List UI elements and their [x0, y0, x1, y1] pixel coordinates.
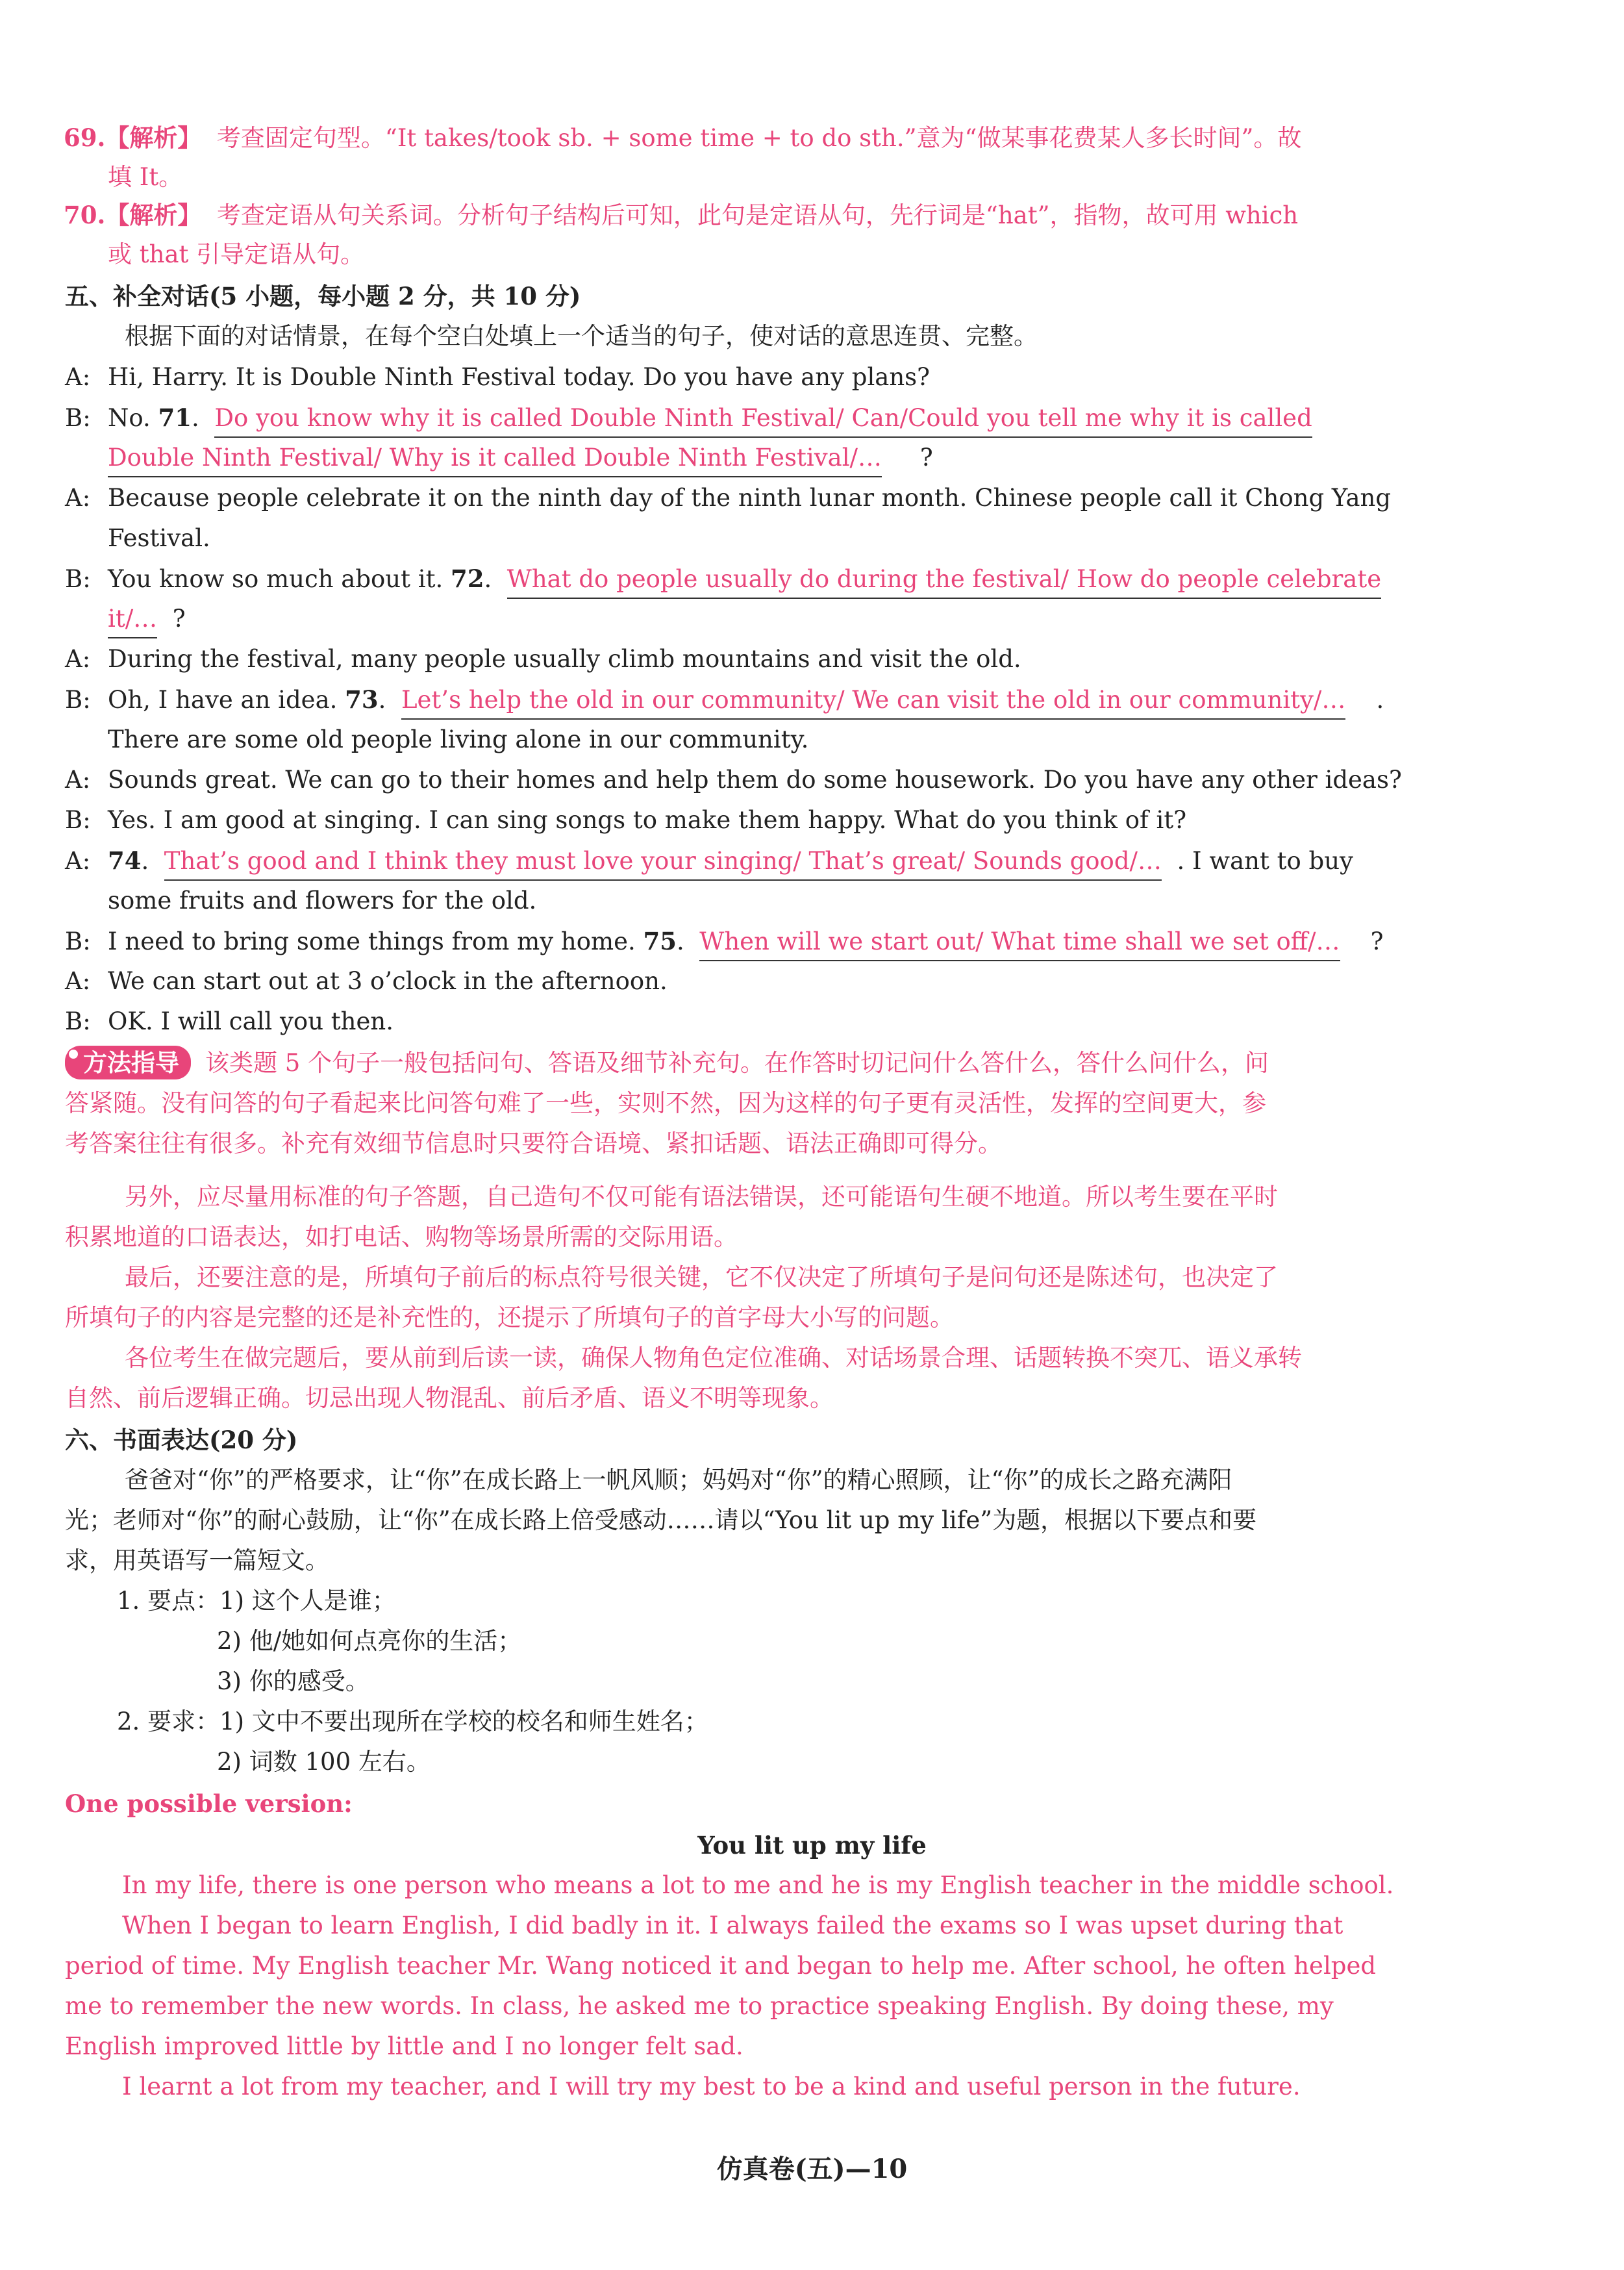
q70-explanation-line1	[64, 197, 1298, 234]
dialogue-line-8	[65, 802, 1186, 839]
q69-tag: 【解析】	[105, 123, 202, 152]
dialogue-line-1	[65, 359, 930, 396]
dialogue-line-4: B: You know so much about it. 72. What do people usually do during the festival/ How do people celebrate	[65, 561, 1381, 599]
essay-line-5: English improved little by little and I no longer felt sad.	[65, 2032, 743, 2060]
requirement-point-1b: 2) 他/她如何点亮你的生活；	[217, 1627, 522, 1655]
dialogue-line-5	[65, 641, 1021, 677]
speaker: A:	[65, 645, 91, 673]
essay-line-4: me to remember the new words. In class, he asked me to practice speaking English. By doing these, my	[65, 1992, 1334, 2020]
blank-number: 75	[643, 927, 677, 955]
punctuation: ?	[1370, 927, 1384, 955]
method-paragraph-1-line2: 答紧随。没有问答的句子看起来比问答句难了一些，实则不然，因为这样的句子更有灵活性，发挥的空间更大，参	[65, 1089, 1266, 1117]
dialogue-line-7	[65, 762, 1402, 798]
dialogue-text: Hi, Harry. It is Double Ninth Festival today. Do you have any plans?	[108, 363, 931, 391]
q70-text: 考查定语从句关系词。分析句子结构后可知，此句是定语从句，先行词是“hat”，指物，故可用 which	[216, 201, 1299, 229]
q69-number: 69.	[64, 123, 106, 152]
speaker: B:	[65, 686, 91, 714]
answer-75: When will we start out/ What time shall we set off/…	[699, 924, 1340, 961]
answer-71-part1: Do you know why it is called Double Ninth Festival/ Can/Could you tell me why it is called	[214, 400, 1312, 438]
answer-72-part1: What do people usually do during the festival/ How do people celebrate	[507, 561, 1381, 599]
dialogue-text: I need to bring some things from my home.	[108, 927, 643, 955]
method-paragraph-3-line1: 最后，还要注意的是，所填句子前后的标点符号很关键，它不仅决定了所填句子是问句还是陈述句，也决定了	[125, 1263, 1278, 1291]
speaker: A:	[65, 967, 91, 995]
speaker: B:	[65, 565, 91, 593]
dialogue-text: No.	[108, 404, 158, 432]
method-text: 该类题 5 个句子一般包括问句、答语及细节补充句。在作答时切记问什么答什么，答什么问什么，问	[205, 1049, 1269, 1077]
requirement-point-2: 2. 要求：1) 文中不要出现所在学校的校名和师生姓名；	[117, 1708, 708, 1735]
dialogue-line-3b: Festival.	[108, 524, 210, 552]
dialogue-line-3	[65, 480, 1391, 516]
dialogue-text: . I want to buy	[1177, 847, 1353, 875]
answer-73: Let’s help the old in our community/ We can visit the old in our community/…	[401, 682, 1345, 720]
section6-intro-line2: 光；老师对“你”的耐心鼓励，让“你”在成长路上倍受感动……请以“You lit up my life”为题，根据以下要点和要	[65, 1506, 1257, 1534]
dialogue-line-2b	[108, 440, 933, 477]
answer-72-part2: it/…	[108, 601, 157, 638]
speaker: B:	[65, 927, 91, 955]
answer-74: That’s good and I think they must love your singing/ That’s great/ Sounds good/…	[164, 843, 1162, 881]
method-badge-label: 方法指导	[83, 1048, 179, 1077]
speaker: B:	[65, 1007, 91, 1035]
punctuation: ?	[172, 605, 186, 633]
requirement-point-1c: 3) 你的感受。	[217, 1667, 369, 1695]
blank-number: 72	[451, 564, 484, 593]
section6-heading: 六、书面表达(20 分)	[65, 1426, 298, 1454]
section6-intro-line3: 求，用英语写一篇短文。	[65, 1546, 329, 1574]
method-paragraph-2-line2: 积累地道的口语表达，如打电话、购物等场景所需的交际用语。	[65, 1223, 738, 1251]
q70-number: 70.	[64, 201, 106, 229]
section5-heading: 五、补全对话(5 小题，每小题 2 分，共 10 分)	[65, 282, 581, 310]
essay-label: One possible version:	[65, 1789, 353, 1818]
speaker: A:	[65, 363, 91, 391]
page-footer: 仿真卷(五)—10	[716, 2154, 908, 2184]
essay-line-1: In my life, there is one person who means a lot to me and he is my English teacher in the middle school.	[122, 1871, 1394, 1899]
dialogue-line-4b	[108, 601, 186, 638]
dialogue-line-2: B: No. 71. Do you know why it is called Double Ninth Festival/ Can/Could you tell me why it is called	[65, 399, 1312, 438]
essay-line-3: period of time. My English teacher Mr. Wang noticed it and began to help me. After school, he often helped	[65, 1952, 1377, 1980]
dialogue-text: Oh, I have an idea.	[108, 686, 345, 714]
section5-instruction: 根据下面的对话情景，在每个空白处填上一个适当的句子，使对话的意思连贯、完整。	[125, 322, 1038, 350]
punctuation: .	[1376, 686, 1384, 714]
punctuation: ?	[919, 444, 933, 472]
method-paragraph-2-line1: 另外，应尽量用标准的句子答题，自己造句不仅可能有语法错误，还可能语句生硬不地道。所以考生要在平时	[125, 1183, 1278, 1211]
dialogue-text: During the festival, many people usually climb mountains and visit the old.	[108, 645, 1021, 673]
method-paragraph-1-line1	[65, 1045, 1269, 1081]
speaker: B:	[65, 404, 91, 432]
blank-number: 74	[108, 846, 142, 875]
bullet-icon	[68, 1048, 79, 1060]
dialogue-line-9: A: 74. That’s good and I think they must love your singing/ That’s great/ Sounds good/… . I want to buy	[65, 842, 1353, 881]
essay-line-6: I learnt a lot from my teacher, and I will try my best to be a kind and useful person in the future.	[122, 2073, 1301, 2100]
dialogue-line-6: B: Oh, I have an idea. 73. Let’s help the old in our community/ We can visit the old in our community/… .	[65, 681, 1384, 720]
q69-explanation-line1	[64, 120, 1301, 157]
essay-line-2: When I began to learn English, I did badly in it. I always failed the exams so I was upset during that	[122, 1911, 1343, 1939]
method-paragraph-4-line2: 自然、前后逻辑正确。切忌出现人物混乱、前后矛盾、语义不明等现象。	[65, 1384, 834, 1412]
q70-tag: 【解析】	[105, 201, 202, 229]
dialogue-text: Sounds great. We can go to their homes and help them do some housework. Do you have any other ideas?	[108, 766, 1402, 794]
section6-intro-line1: 爸爸对“你”的严格要求，让“你”在成长路上一帆风顺；妈妈对“你”的精心照顾，让“你”的成长之路充满阳	[125, 1466, 1232, 1494]
dialogue-text: Yes. I am good at singing. I can sing songs to make them happy. What do you think of it?	[108, 806, 1187, 834]
answer-71-part2: Double Ninth Festival/ Why is it called Double Ninth Festival/…	[108, 440, 882, 477]
method-paragraph-4-line1: 各位考生在做完题后，要从前到后读一读，确保人物角色定位准确、对话场景合理、话题转换不突兀、语义承转	[125, 1344, 1302, 1372]
dialogue-line-12	[65, 1003, 394, 1040]
requirement-point-2b: 2) 词数 100 左右。	[217, 1748, 431, 1776]
dialogue-line-6b: There are some old people living alone in our community.	[108, 725, 809, 753]
q69-explanation-line2: 填 It。	[108, 163, 183, 191]
q70-explanation-line2: 或 that 引导定语从句。	[108, 240, 365, 268]
dialogue-text: You know so much about it.	[108, 565, 451, 593]
method-badge	[65, 1046, 191, 1079]
q69-text: 考查固定句型。“It takes/took sb. + some time + to do sth.”意为“做某事花费某人多长时间”。故	[216, 124, 1302, 152]
essay-title: You lit up my life	[697, 1831, 927, 1860]
dialogue-line-9b: some fruits and flowers for the old.	[108, 887, 537, 914]
blank-number: 73	[345, 685, 379, 714]
speaker: B:	[65, 806, 91, 834]
speaker: A:	[65, 766, 91, 794]
speaker: A:	[65, 847, 91, 875]
dialogue-line-10: B: I need to bring some things from my home. 75. When will we start out/ What time shall we set off/… ?	[65, 923, 1383, 961]
blank-number: 71	[158, 403, 192, 432]
method-paragraph-3-line2: 所填句子的内容是完整的还是补充性的，还提示了所填句子的首字母大小写的问题。	[65, 1304, 954, 1331]
dialogue-line-11	[65, 963, 668, 1000]
dialogue-text: OK. I will call you then.	[108, 1007, 394, 1035]
dialogue-text: Because people celebrate it on the ninth day of the ninth lunar month. Chinese people call it Chong Yang	[108, 484, 1392, 512]
requirement-point-1: 1. 要点：1) 这个人是谁；	[117, 1587, 396, 1615]
method-paragraph-1-line3: 考答案往往有很多。补充有效细节信息时只要符合语境、紧扣话题、语法正确即可得分。	[65, 1129, 1002, 1157]
speaker: A:	[65, 484, 91, 512]
dialogue-text: We can start out at 3 o’clock in the afternoon.	[108, 967, 668, 995]
